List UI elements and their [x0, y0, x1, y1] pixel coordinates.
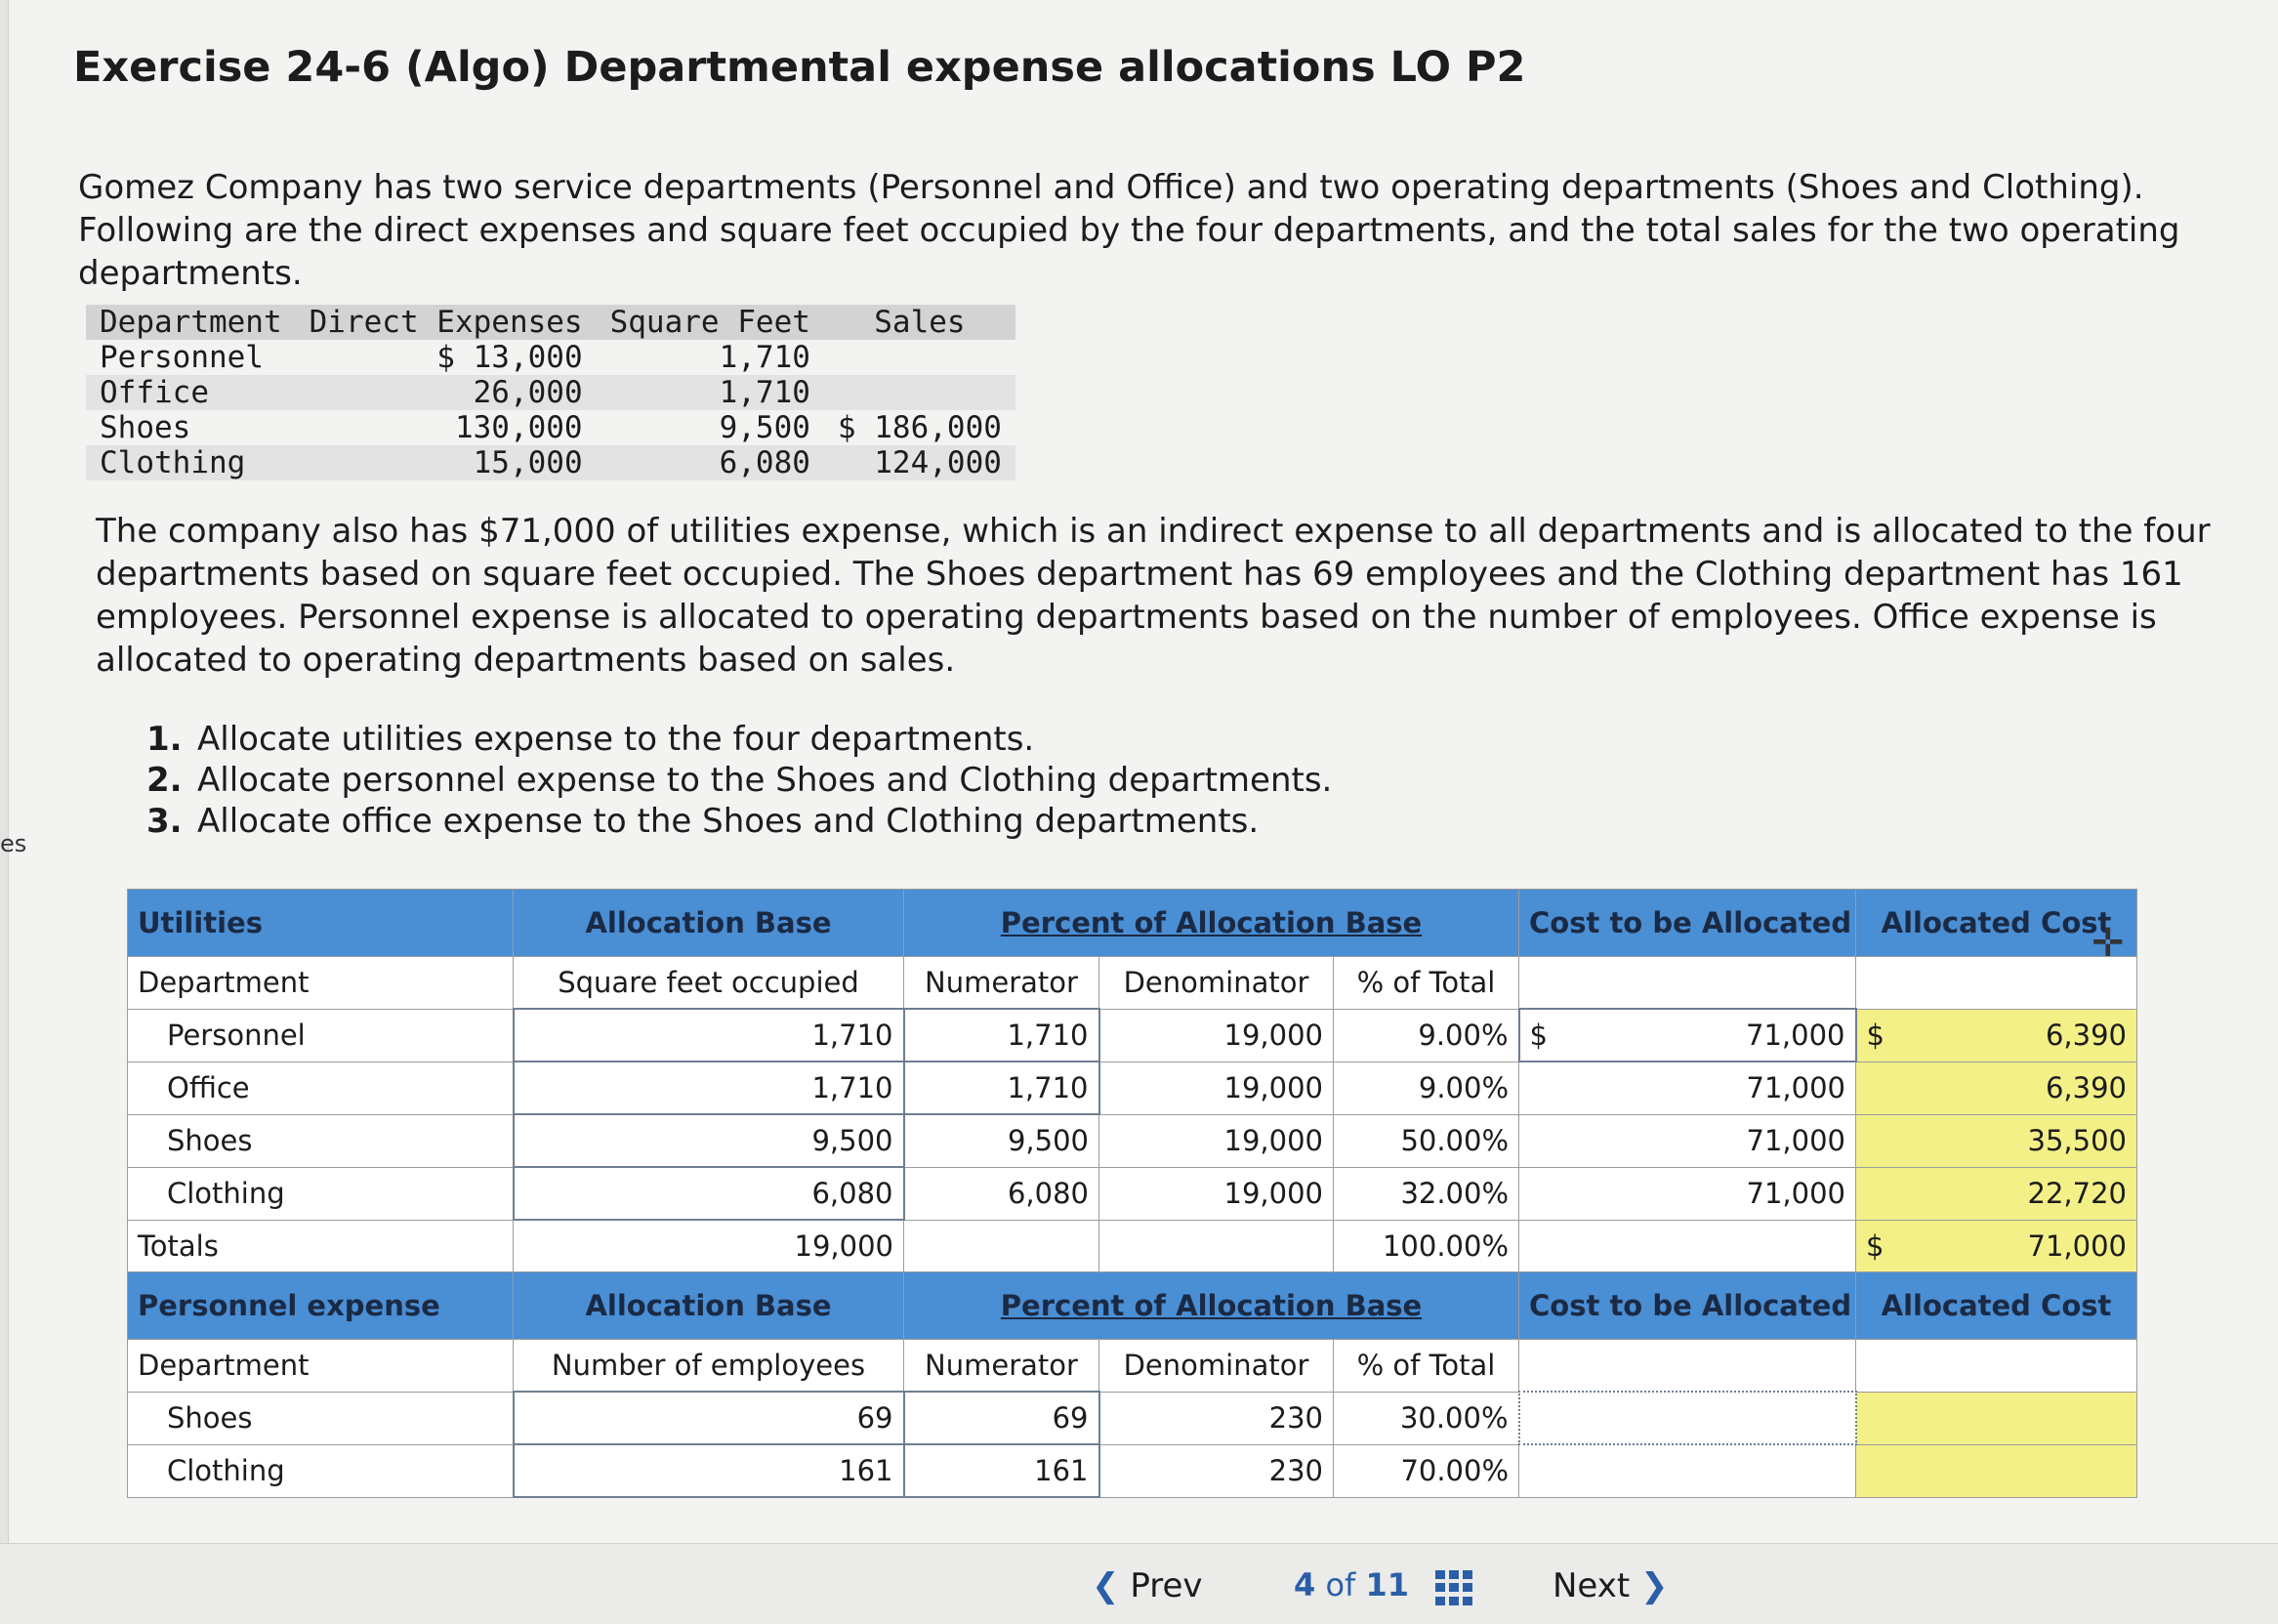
- utilities-subheader-row: [128, 957, 2137, 1010]
- cost-input[interactable]: 71,000: [1519, 1062, 1856, 1114]
- col-sales: Sales: [824, 305, 1015, 340]
- numerator-input[interactable]: 69: [904, 1392, 1099, 1444]
- base-total: 19,000: [514, 1220, 904, 1272]
- cost-to-allocate-header: Cost to be Allocated: [1519, 1272, 1856, 1340]
- utilities-section-label: Utilities: [128, 890, 514, 957]
- step-2: 2. Allocate personnel expense to the Shoes and Clothing departments.: [146, 761, 1333, 800]
- data-row-personnel: Personnel $ 13,000 1,710: [100, 340, 810, 375]
- data-row-clothing: Clothing 15,000 6,080 124,000: [86, 445, 1015, 480]
- base-input[interactable]: 161: [514, 1444, 904, 1497]
- utilities-row-personnel: Personnel 1,710 1,710 19,000 9.00% $ 71,000 $ 6,390: [128, 1009, 2137, 1062]
- allocated-cost-input[interactable]: 35,500: [1856, 1114, 2137, 1167]
- data-table-header: [86, 305, 1015, 340]
- numerator-input[interactable]: 6,080: [904, 1167, 1099, 1220]
- base-input[interactable]: 6,080: [514, 1167, 904, 1220]
- utilities-row-clothing: Clothing 6,080 6,080 19,000 32.00% 71,000 22,720: [128, 1167, 2137, 1220]
- allocation-base-header: Allocation Base: [514, 890, 904, 957]
- cost-to-allocate-header: Cost to be Allocated: [1519, 890, 1856, 957]
- utilities-row-shoes: Shoes 9,500 9,500 19,000 50.00% 71,000 35,500: [128, 1114, 2137, 1167]
- col-department: Department: [86, 305, 296, 340]
- numerator-label: Numerator: [904, 957, 1099, 1010]
- personnel-row-shoes: Shoes 69 69 230 30.00%: [128, 1392, 2137, 1444]
- pct-total-label: % of Total: [1334, 1340, 1519, 1393]
- step-3: 3. Allocate office expense to the Shoes and Clothing departments.: [146, 802, 1260, 841]
- department-label: Department: [128, 1340, 514, 1393]
- denominator-label: Denominator: [1099, 1340, 1334, 1393]
- numerator-input[interactable]: 1,710: [904, 1062, 1099, 1114]
- allocated-cost-input[interactable]: 22,720: [1856, 1167, 2137, 1220]
- utilities-header-row: [128, 890, 2137, 957]
- base-name-select[interactable]: Square feet occupied: [514, 957, 904, 1010]
- cost-input[interactable]: [1519, 1392, 1856, 1444]
- allocated-cost-input[interactable]: 6,390: [1856, 1062, 2137, 1114]
- pct-total: 100.00%: [1334, 1220, 1519, 1272]
- allocated-cost-input: $ 6,390: [1856, 1009, 2137, 1062]
- page-indicator: 4 of 11: [1294, 1566, 1409, 1603]
- allocation-worksheet: [127, 889, 2137, 1498]
- percent-of-base-header: Percent of Allocation Base: [904, 890, 1519, 957]
- cost-input[interactable]: 71,000: [1519, 1114, 1856, 1167]
- allocation-base-header: Allocation Base: [514, 1272, 904, 1340]
- cost-input: $ 71,000: [1519, 1009, 1856, 1062]
- utilities-totals-row: [128, 1220, 2137, 1272]
- department-label: Department: [128, 957, 514, 1010]
- instruction-steps: [146, 719, 1332, 842]
- denominator-label: Denominator: [1099, 957, 1334, 1010]
- data-row-shoes: Shoes 130,000 9,500 $ 186,000: [100, 410, 1002, 445]
- grid-menu-icon[interactable]: [1435, 1570, 1474, 1605]
- col-square-feet: Square Feet: [597, 305, 824, 340]
- numerator-input[interactable]: 161: [904, 1444, 1099, 1497]
- allocated-cost-input[interactable]: [1856, 1392, 2137, 1444]
- base-input[interactable]: 69: [514, 1392, 904, 1444]
- left-edge-text: es: [0, 830, 27, 857]
- page-title: Exercise 24-6 (Algo) Departmental expense allocations LO P2: [73, 43, 1526, 92]
- personnel-header-row: [128, 1272, 2137, 1340]
- totals-label: Totals: [128, 1220, 514, 1272]
- base-input[interactable]: 1,710: [514, 1009, 904, 1062]
- numerator-input[interactable]: 1,710: [904, 1009, 1099, 1062]
- allocated-cost-input[interactable]: [1856, 1444, 2137, 1497]
- utilities-paragraph: The company also has $71,000 of utilities expense, which is an indirect expense to all departments and is allocated to the four departments based on square feet occupied. The Shoes department has 69 employees and the Clothing department has 161 employees. Personnel expense is allocated to operating departments based on the number of employees. Office expense is allocated to operating departments based on sales.: [96, 512, 2211, 680]
- base-input[interactable]: 9,500: [514, 1114, 904, 1167]
- pct-total-label: % of Total: [1334, 957, 1519, 1010]
- allocated-cost-header: Allocated Cost: [1856, 890, 2137, 957]
- allocated-total: $ 71,000: [1856, 1220, 2137, 1272]
- prev-button[interactable]: ❮ Prev: [1092, 1566, 1203, 1605]
- col-direct-expenses: Direct Expenses: [296, 305, 597, 340]
- allocated-cost-header: Allocated Cost: [1856, 1272, 2137, 1340]
- numerator-input[interactable]: 9,500: [904, 1114, 1099, 1167]
- plus-cursor-icon: ✛: [2092, 921, 2125, 966]
- personnel-row-clothing: Clothing 161 161 230 70.00%: [128, 1444, 2137, 1497]
- cost-input[interactable]: 71,000: [1519, 1167, 1856, 1220]
- personnel-section-label: Personnel expense: [128, 1272, 514, 1340]
- utilities-row-office: Office 1,710 1,710 19,000 9.00% 71,000 6,390: [128, 1062, 2137, 1114]
- step-1: 1. Allocate utilities expense to the four departments.: [146, 720, 1035, 759]
- department-data-table: [86, 305, 1015, 480]
- base-name-select[interactable]: Number of employees: [514, 1340, 904, 1393]
- chevron-left-icon: ❮: [1092, 1566, 1120, 1605]
- numerator-label: Numerator: [904, 1340, 1099, 1393]
- base-input[interactable]: 1,710: [514, 1062, 904, 1114]
- data-row-office: Office 26,000 1,710: [86, 375, 1015, 410]
- percent-of-base-header: Percent of Allocation Base: [904, 1272, 1519, 1340]
- cost-input[interactable]: [1519, 1444, 1856, 1497]
- intro-paragraph: Gomez Company has two service departments (Personnel and Office) and two operating departments (Shoes and Clothing). Following are the direct expenses and square feet occupied by the four departments, and the total sales for the two operating departments.: [78, 168, 2180, 293]
- next-button[interactable]: Next ❯: [1553, 1566, 1669, 1605]
- chevron-right-icon: ❯: [1640, 1566, 1669, 1605]
- personnel-subheader-row: [128, 1340, 2137, 1393]
- left-edge-panel: [0, 0, 9, 1623]
